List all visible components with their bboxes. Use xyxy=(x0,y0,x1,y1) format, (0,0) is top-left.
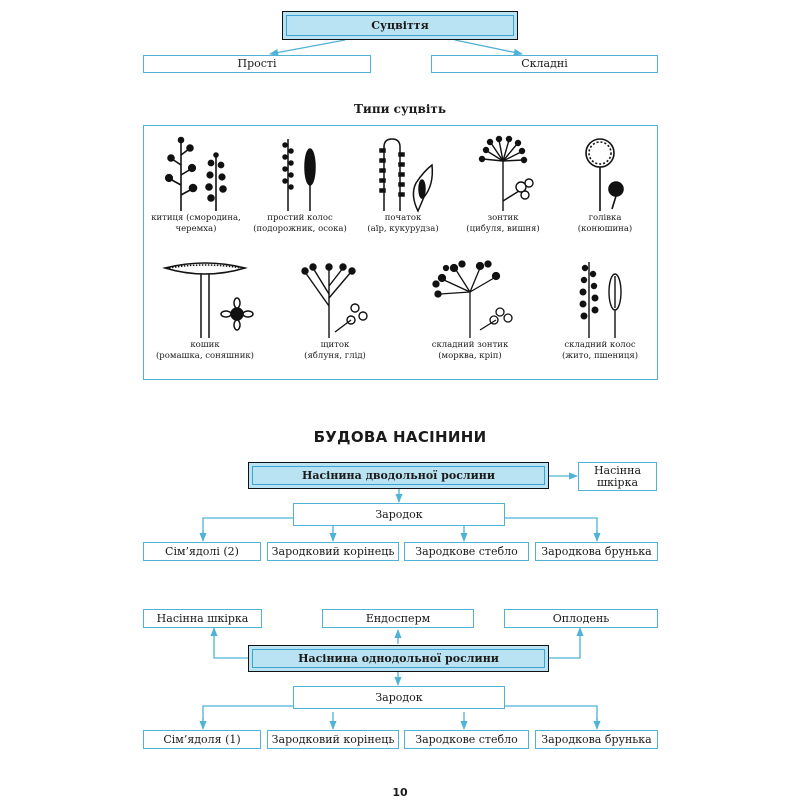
umbel-illustration xyxy=(463,135,543,213)
arrow-to-monocot-seed-coat xyxy=(214,628,248,658)
inflorescence-title-box xyxy=(282,11,518,40)
monocot-embryo-box: Зародок xyxy=(293,686,505,709)
dicot-title: Насінина дводольної рослини xyxy=(301,469,496,482)
head-illustration xyxy=(570,135,640,213)
monocot-part-cotyledon: Сім’ядоля (1) xyxy=(143,730,261,749)
monocot-endosperm-box: Ендосперм xyxy=(322,609,474,628)
type-compound-umbel: складний зонтик (морква, кріп) xyxy=(415,258,525,362)
monocot-part-plumule: Зародкова брунька xyxy=(535,730,658,749)
arrow-to-monocot-pericarp xyxy=(548,628,580,658)
monocot-part-stem: Зародкове стебло xyxy=(404,730,529,749)
raceme-illustration xyxy=(156,135,236,213)
compound-spike-illustration xyxy=(565,258,635,340)
compound-box xyxy=(431,55,658,73)
type-raceme: китиця (смородина, черемха) xyxy=(148,135,244,235)
monocot-branch-line xyxy=(203,706,597,728)
monocot-part-radicle: Зародковий корінець xyxy=(267,730,399,749)
dicot-part-plumule: Зародкова брунька xyxy=(535,542,658,561)
page-number: 10 xyxy=(392,786,408,799)
compound-umbel-illustration xyxy=(420,258,520,340)
type-umbel: зонтик (цибуля, вишня) xyxy=(455,135,551,235)
compound-label: Складні xyxy=(521,57,568,70)
type-corymb: щиток (яблуня, глід) xyxy=(285,258,385,362)
simple-label: Прості xyxy=(237,57,277,70)
monocot-title-box xyxy=(248,645,549,672)
type-compound-spike: складний колос (жито, пшениця) xyxy=(548,258,652,362)
spadix-illustration xyxy=(368,135,438,213)
type-spike: простий колос (подорожник, осока) xyxy=(250,135,350,235)
simple-box xyxy=(143,55,371,73)
type-spadix: початок (аїр, кукурудза) xyxy=(355,135,451,235)
inflorescence-title: Суцвіття xyxy=(371,19,429,32)
monocot-title: Насінина однодольної рослини xyxy=(298,652,499,665)
arrow-to-compound xyxy=(455,40,522,54)
arrow-to-simple xyxy=(270,40,345,54)
seed-structure-title: БУДОВА НАСІНИНИ xyxy=(313,428,487,446)
type-capitulum: кошик (ромашка, соняшник) xyxy=(150,258,260,362)
dicot-seed-coat-box: Насінна шкірка xyxy=(578,462,657,491)
spike-illustration xyxy=(270,135,330,213)
corymb-illustration xyxy=(295,258,375,340)
type-head: голівка (конюшина) xyxy=(555,135,655,235)
dicot-title-box xyxy=(248,462,549,489)
capitulum-illustration xyxy=(155,258,255,340)
dicot-part-radicle: Зародковий корінець xyxy=(267,542,399,561)
dicot-part-stem: Зародкове стебло xyxy=(404,542,529,561)
dicot-part-cotyledons: Сім’ядолі (2) xyxy=(143,542,261,561)
monocot-pericarp-box: Оплодень xyxy=(504,609,658,628)
types-heading: Типи суцвіть xyxy=(353,102,447,116)
monocot-seed-coat-box: Насінна шкірка xyxy=(143,609,262,628)
dicot-embryo-box: Зародок xyxy=(293,503,505,526)
